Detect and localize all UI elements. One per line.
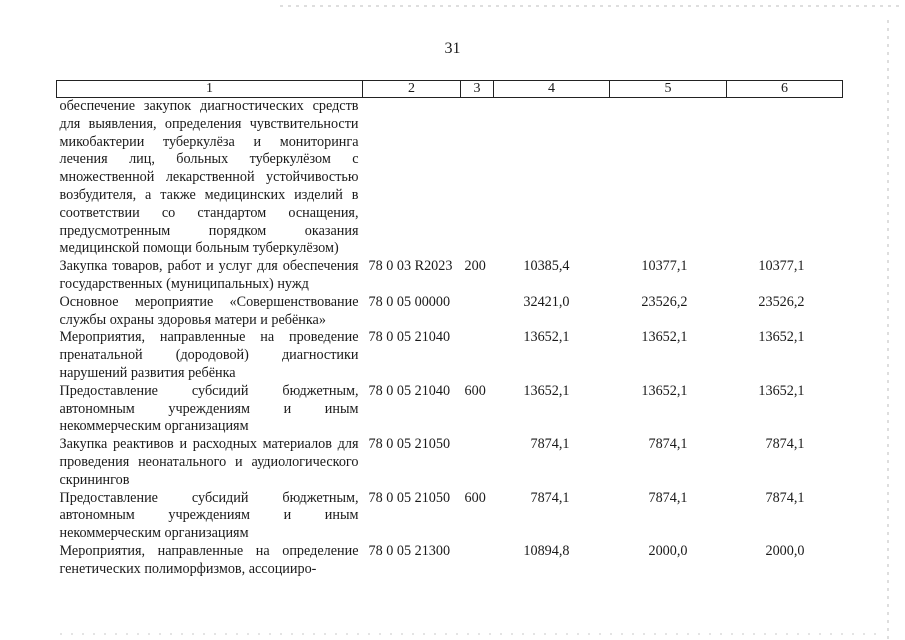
amount-col5: 13652,1 bbox=[641, 382, 688, 399]
item-name: Основное мероприятие «Совершенствование службы охраны здоровья матери и ребёнка» bbox=[59, 293, 359, 328]
table-row bbox=[57, 436, 843, 489]
budget-code: 78 0 05 21040 bbox=[368, 329, 451, 346]
item-name: обеспечение закупок диагностических средств для выявления, определения чувствительности микобактерии туберкулёза и мониторинга лечения лиц, больных туберкулёзом с множественной лекарственной устойчивостью возбудителя, а также медицинских изделий в соответствии со стандартом оснащения, предусмотренным порядком оказания медицинской помощи больным туберкулёзом) bbox=[59, 98, 359, 257]
amount-col4: 7874,1 bbox=[530, 489, 570, 506]
amount-col5: 7874,1 bbox=[648, 436, 688, 453]
amount-col5 bbox=[610, 98, 727, 259]
amount-col6: 13652,1 bbox=[758, 329, 805, 346]
header-row bbox=[57, 81, 843, 98]
expense-type bbox=[461, 436, 494, 489]
amount-col5: 7874,1 bbox=[648, 489, 688, 506]
expense-type bbox=[461, 294, 494, 330]
column-header: 4 bbox=[494, 81, 610, 98]
amount-col4: 10894,8 bbox=[523, 542, 570, 559]
column-header: 6 bbox=[727, 81, 843, 98]
budget-code: 78 0 05 21040 bbox=[368, 382, 451, 399]
amount-col5: 13652,1 bbox=[641, 329, 688, 346]
column-header: 3 bbox=[461, 81, 494, 98]
amount-col5: 2000,0 bbox=[648, 542, 688, 559]
table-row bbox=[57, 490, 843, 543]
budget-code: 78 0 05 00000 bbox=[368, 293, 451, 310]
amount-col6: 7874,1 bbox=[765, 436, 805, 453]
table-row bbox=[57, 329, 843, 382]
amount-col6: 10377,1 bbox=[758, 258, 805, 275]
amount-col6: 7874,1 bbox=[765, 489, 805, 506]
page-number: 31 bbox=[444, 40, 461, 57]
item-name: Закупка товаров, работ и услуг для обеспечения государственных (муниципальных) нужд bbox=[59, 258, 359, 292]
amount-col4: 13652,1 bbox=[523, 329, 570, 346]
table-row bbox=[57, 543, 843, 579]
amount-col4: 7874,1 bbox=[530, 436, 570, 453]
amount-col6: 13652,1 bbox=[758, 382, 805, 399]
item-name: Закупка реактивов и расходных материалов для проведения неонатального и аудиологического скринингов bbox=[59, 436, 359, 488]
item-name: Предоставление субсидий бюджетным, автономным учреждениям и иным некоммерческим организациям bbox=[59, 489, 359, 542]
table-row bbox=[57, 294, 843, 330]
expense-type: 600 bbox=[464, 382, 486, 399]
amount-col6 bbox=[727, 98, 843, 259]
amount-col6: 23526,2 bbox=[758, 293, 805, 310]
budget-code: 78 0 05 21300 bbox=[368, 542, 451, 559]
expense-type bbox=[461, 543, 494, 579]
expense-type: 200 bbox=[464, 258, 486, 275]
item-name: Предоставление субсидий бюджетным, автономным учреждениям и иным некоммерческим организациям bbox=[59, 382, 359, 435]
column-header: 2 bbox=[363, 81, 461, 98]
expense-type bbox=[461, 98, 494, 259]
budget-code: 78 0 05 21050 bbox=[368, 436, 451, 453]
amount-col4: 32421,0 bbox=[523, 293, 570, 310]
budget-code: 78 0 03 R2023 bbox=[368, 258, 453, 275]
table-row bbox=[57, 383, 843, 436]
column-header: 5 bbox=[610, 81, 727, 98]
amount-col4: 13652,1 bbox=[523, 382, 570, 399]
item-name: Мероприятия, направленные на проведение пренатальной (дородовой) диагностики нарушений развития ребёнка bbox=[59, 329, 359, 381]
amount-col4: 10385,4 bbox=[523, 258, 570, 275]
expense-type bbox=[461, 329, 494, 382]
amount-col5: 23526,2 bbox=[641, 293, 688, 310]
column-header: 1 bbox=[57, 81, 363, 98]
item-name: Мероприятия, направленные на определение генетических полиморфизмов, ассоцииро- bbox=[59, 542, 359, 577]
table-row bbox=[57, 98, 843, 259]
amount-col6: 2000,0 bbox=[765, 542, 805, 559]
budget-code bbox=[363, 98, 461, 259]
budget-code: 78 0 05 21050 bbox=[368, 489, 451, 506]
table-row bbox=[57, 258, 843, 294]
amount-col4 bbox=[494, 98, 610, 259]
amount-col5: 10377,1 bbox=[641, 258, 688, 275]
budget-table bbox=[56, 80, 843, 579]
expense-type: 600 bbox=[464, 489, 486, 506]
